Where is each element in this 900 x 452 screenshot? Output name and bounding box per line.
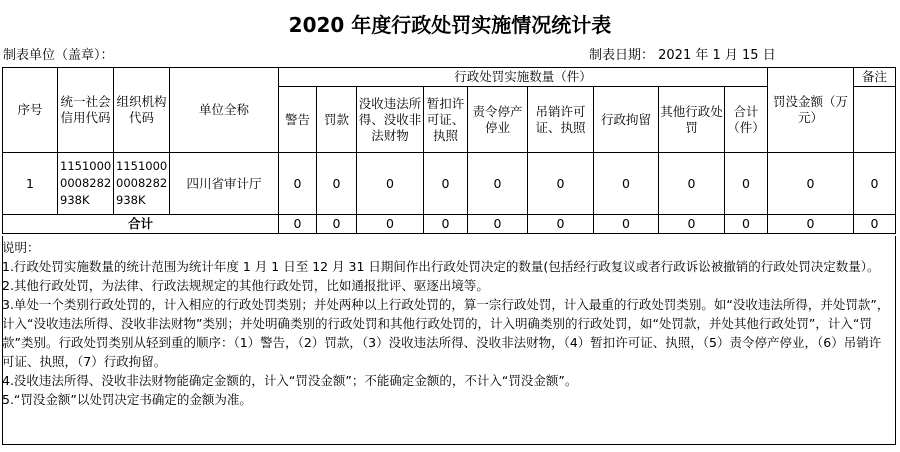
- total-revoke: 0: [528, 215, 594, 234]
- header-suspend: 暂扣许可证、执照: [424, 87, 468, 153]
- header-confiscation: 没收违法所得、没收非法财物: [357, 87, 424, 153]
- header-penalty-group: 行政处罚实施数量（件）: [279, 68, 768, 87]
- total-fine: 0: [317, 215, 357, 234]
- note-item-4: 4.没收违法所得、没收非法财物能确定金额的，计入“罚没金额”；不能确定金额的，不计入“罚没金额”。: [2, 373, 578, 388]
- row-remark: 0: [854, 153, 896, 215]
- note-item-3: 3.单处一个类别行政处罚的，计入相应的行政处罚类别；并处两种以上行政处罚的，算一宗行政处罚，计入最重的行政处罚类别。如“没收违法所得，并处罚款”，计入“没收违法所得、没收非法财物”类别；并处明确类别的行政处罚和其他行政处罚的，计入明确类别的行政处罚，如“处罚款，并处其他行政处罚”，计入“罚款”类别。行政处罚类别从轻到重的顺序：（1）警告，（2）罚款，（3）没收违法所得、没收非法财物，（4）暂扣许可证、执照，（5）责令停产停业，（6）吊销许可证、执照，（7）行政拘留。: [2, 297, 890, 369]
- notes-heading: 说明：: [2, 240, 40, 255]
- total-label: 合计: [3, 215, 279, 234]
- header-unit-name: 单位全称: [170, 68, 279, 153]
- header-other: 其他行政处罚: [659, 87, 725, 153]
- note-item-2: 2.其他行政处罚，为法律、行政法规规定的其他行政处罚，比如通报批评、驱逐出境等。: [2, 278, 489, 293]
- total-remark: 0: [854, 215, 896, 234]
- row-warning: 0: [279, 153, 317, 215]
- header-warning: 警告: [279, 87, 317, 153]
- row-suspend: 0: [424, 153, 468, 215]
- total-confiscation: 0: [357, 215, 424, 234]
- header-revoke: 吊销许可证、执照: [528, 87, 594, 153]
- row-revoke: 0: [528, 153, 594, 215]
- page-title: 2020 年度行政处罚实施情况统计表: [288, 12, 612, 37]
- note-item-5: 5.“罚没金额”以处罚决定书确定的金额为准。: [2, 392, 252, 407]
- total-suspend: 0: [424, 215, 468, 234]
- row-subtotal: 0: [725, 153, 768, 215]
- date-label: 制表日期： 2021 年 1 月 15 日: [589, 48, 776, 63]
- total-row: [3, 215, 896, 234]
- row-unit-name: 四川省审计厅: [170, 153, 279, 215]
- header-amount: 罚没金额（万元）: [768, 68, 854, 153]
- notes-section: [2, 238, 890, 409]
- header-stop: 责令停产停业: [468, 87, 528, 153]
- header-remark-blank: [854, 87, 896, 153]
- total-warning: 0: [279, 215, 317, 234]
- header-seq: 序号: [3, 68, 58, 153]
- row-stop: 0: [468, 153, 528, 215]
- row-amount: 0: [768, 153, 854, 215]
- row-confiscation: 0: [357, 153, 424, 215]
- row-other: 0: [659, 153, 725, 215]
- row-fine: 0: [317, 153, 357, 215]
- table-row: [3, 153, 896, 215]
- row-seq: 1: [3, 153, 58, 215]
- note-item-1: 1.行政处罚实施数量的统计范围为统计年度 1 月 1 日至 12 月 31 日期间作出行政处罚决定的数量(包括经行政复议或者行政诉讼被撤销的行政处罚决定数量）。: [2, 259, 880, 274]
- header-subtotal: 合计（件）: [725, 87, 768, 153]
- header-detention: 行政拘留: [594, 87, 659, 153]
- total-stop: 0: [468, 215, 528, 234]
- header-credit-code: 统一社会信用代码: [58, 68, 114, 153]
- total-detention: 0: [594, 215, 659, 234]
- unit-label: 制表单位（盖章）：: [3, 48, 114, 63]
- row-org-code: 11510000008282938K: [114, 153, 170, 215]
- header-remark: 备注: [854, 68, 896, 87]
- total-amount: 0: [768, 215, 854, 234]
- row-detention: 0: [594, 153, 659, 215]
- row-credit-code: 11510000008282938K: [58, 153, 114, 215]
- total-other: 0: [659, 215, 725, 234]
- header-org-code: 组织机构代码: [114, 68, 170, 153]
- header-fine: 罚款: [317, 87, 357, 153]
- statistics-table: [2, 67, 896, 234]
- total-subtotal: 0: [725, 215, 768, 234]
